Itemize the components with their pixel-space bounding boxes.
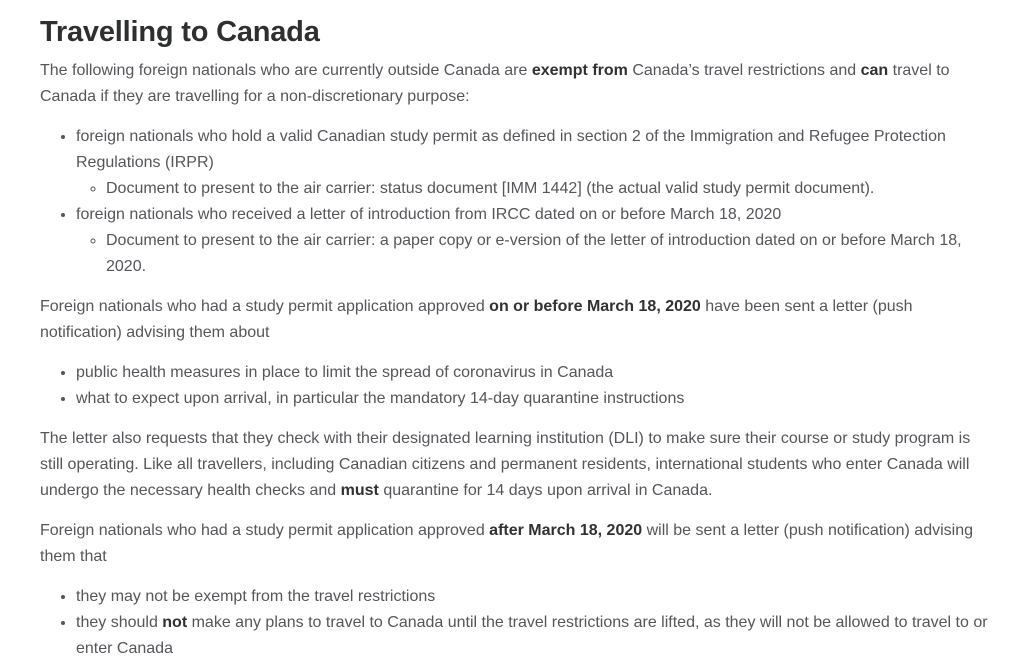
text-run: have been sent a letter (push notification) advising them about [40, 298, 913, 341]
list-item [76, 584, 994, 610]
text-run: quarantine for 14 days upon arrival in Canada. [378, 482, 713, 499]
bold-text-run: after March 18, 2020 [489, 522, 643, 539]
sub-bullet-list [76, 176, 994, 202]
list-item [76, 610, 994, 662]
paragraph [40, 294, 994, 346]
list-item [76, 202, 994, 280]
text-run: what to expect upon arrival, in particular the mandatory 14-day quarantine instructions [76, 390, 685, 407]
text-run: make any plans to travel to Canada until the travel restrictions are lifted, as they will not be allowed to travel to or enter Canada [76, 614, 988, 657]
bullet-list [40, 584, 994, 662]
bold-text-run: can [860, 62, 889, 79]
text-run: foreign nationals who hold a valid Canadian study permit as defined in section 2 of the Immigration and Refugee Protection Regulations (IRPR) [76, 128, 946, 171]
list-item [76, 386, 994, 412]
text-run: will be sent a letter (push notification) advising them that [40, 522, 973, 565]
text-run: foreign nationals who received a letter of introduction from IRCC dated on or before March 18, 2020 [76, 206, 782, 223]
text-run: Canada’s travel restrictions and [627, 62, 861, 79]
list-item [76, 124, 994, 202]
text-run: Foreign nationals who had a study permit application approved [40, 522, 490, 539]
page-title: Travelling to Canada [40, 16, 320, 48]
text-run: The letter also requests that they check with their designated learning institution (DLI) to make sure their course or study program is still operating. Like all travellers, including Canadian citizens and permanent residents, international students who enter Canada will undergo the necessary health checks and [40, 430, 971, 499]
text-run: Foreign nationals who had a study permit application approved [40, 298, 490, 315]
text-run: The following foreign nationals who are currently outside Canada are [40, 62, 532, 79]
text-run: they should [76, 614, 163, 631]
article-content [40, 58, 994, 662]
bullet-list [40, 124, 994, 280]
bold-text-run: on or before March 18, 2020 [489, 298, 701, 315]
paragraph [40, 426, 994, 504]
sub-bullet-list [76, 228, 994, 280]
text-run: public health measures in place to limit the spread of coronavirus in Canada [76, 364, 614, 381]
paragraph [40, 518, 994, 570]
list-item [76, 360, 994, 386]
text-run: they may not be exempt from the travel restrictions [76, 588, 436, 605]
text-run: Document to present to the air carrier: status document [IMM 1442] (the actual valid study permit document). [106, 180, 875, 197]
bold-text-run: exempt from [531, 62, 628, 79]
text-run: travel to Canada if they are travelling for a non-discretionary purpose: [40, 62, 950, 105]
bullet-list [40, 360, 994, 412]
bold-text-run: must [340, 482, 379, 499]
sub-list-item [106, 228, 994, 280]
bold-text-run: not [162, 614, 188, 631]
text-run: Document to present to the air carrier: a paper copy or e-version of the letter of introduction dated on or before March 18, 2020. [106, 232, 962, 275]
sub-list-item [106, 176, 994, 202]
paragraph [40, 58, 994, 110]
